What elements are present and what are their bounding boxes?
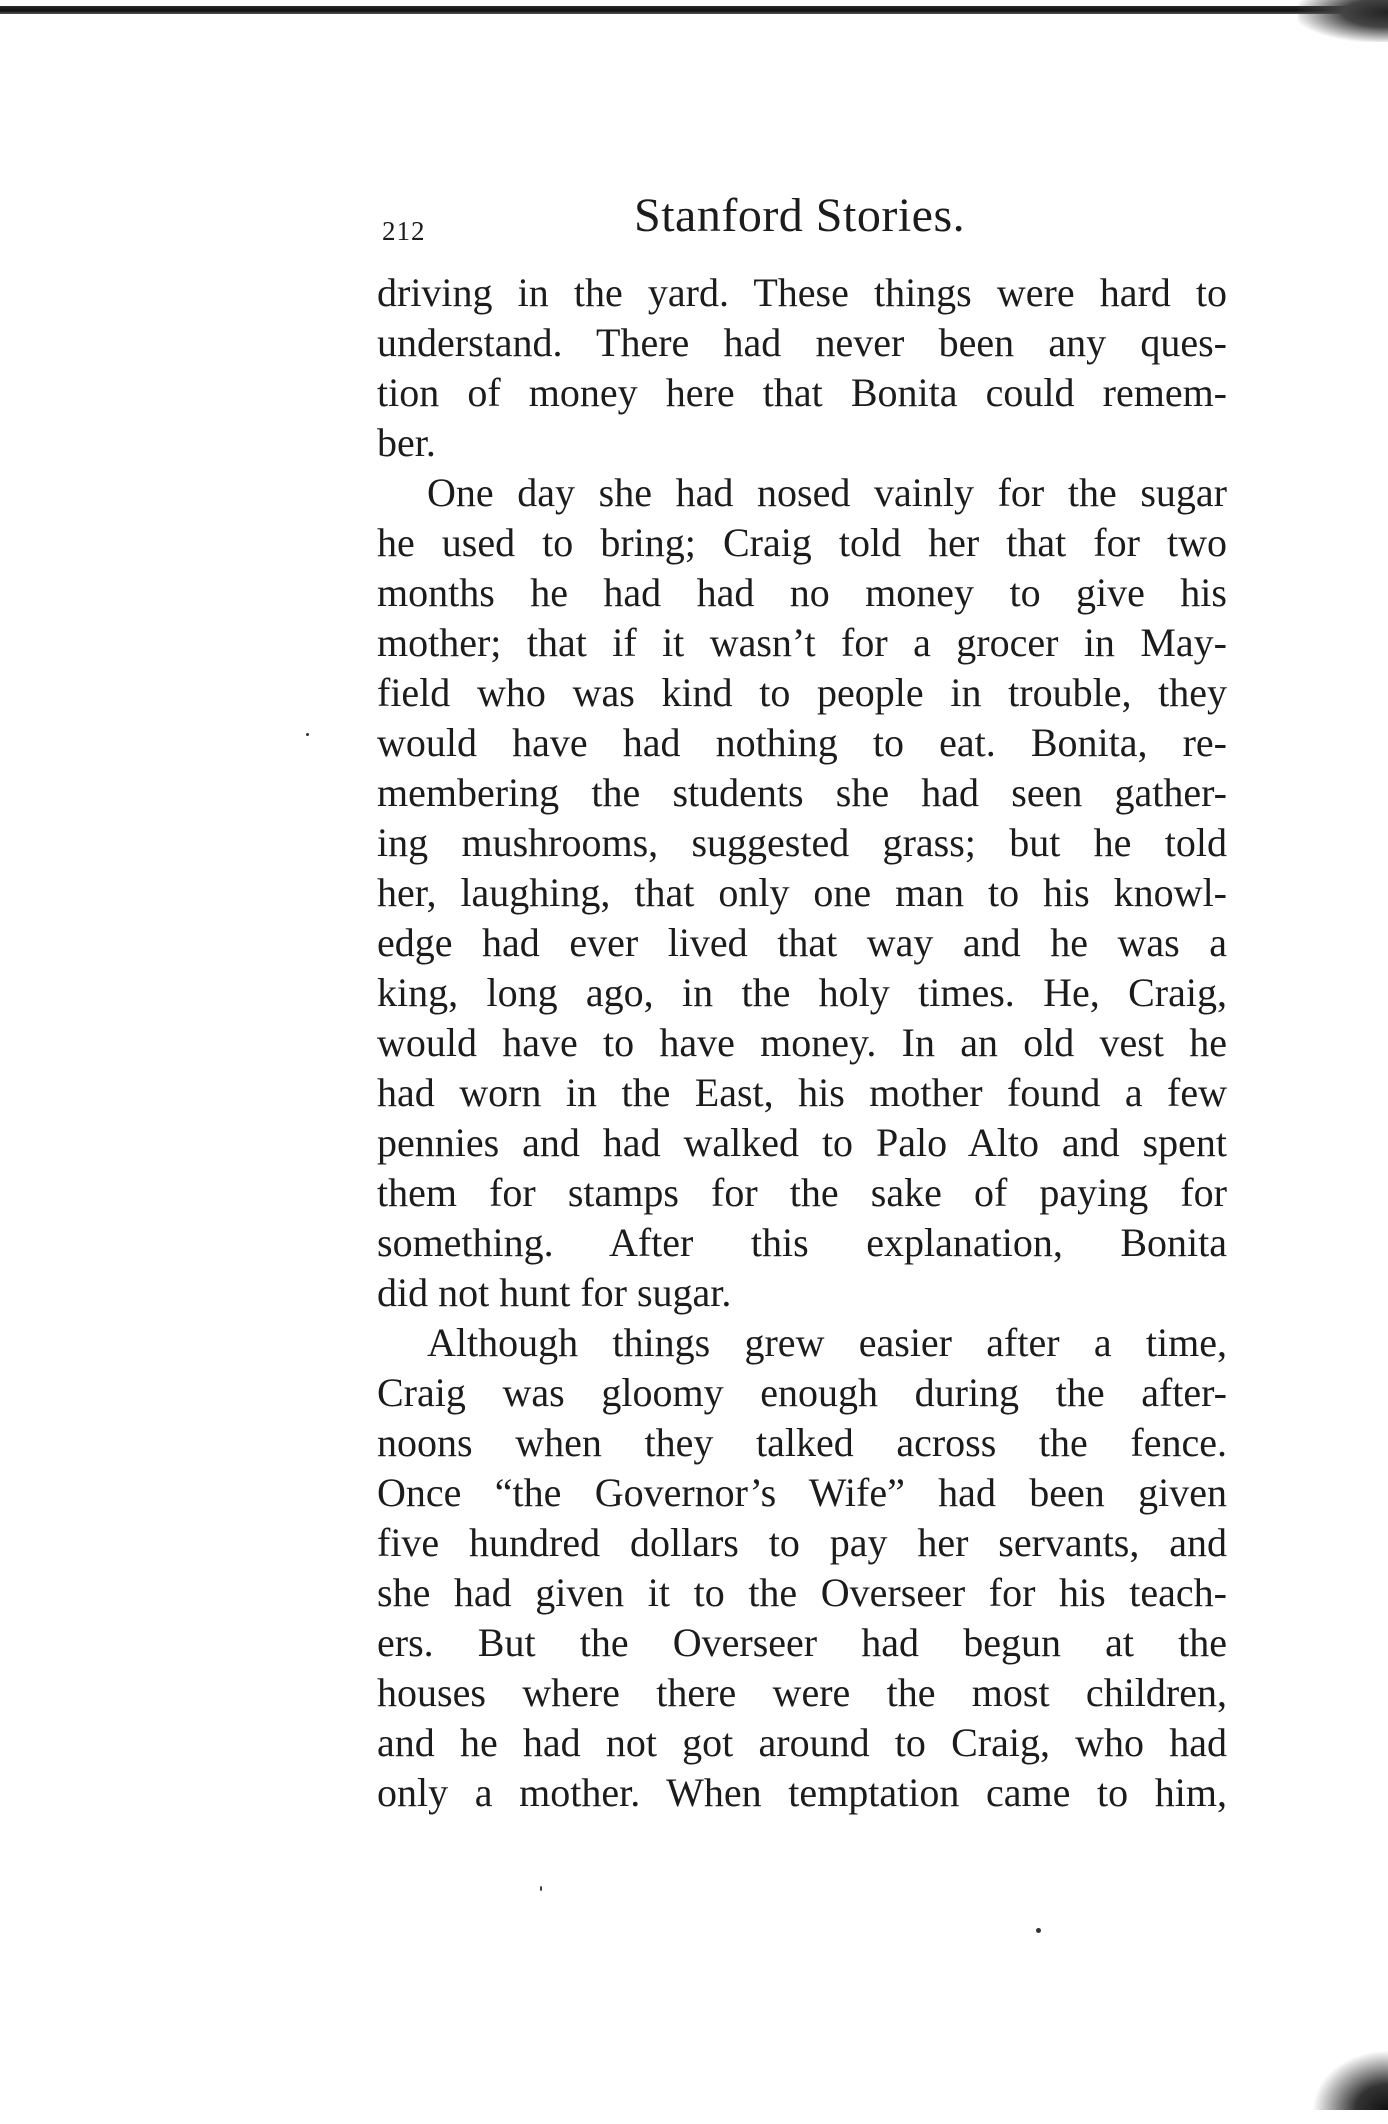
text-line: noons when they talked across the fence. [377, 1420, 1227, 1465]
text-line: ers. But the Overseer had begun at the [377, 1620, 1227, 1665]
running-head: Stanford Stories. [634, 189, 966, 242]
text-line: she had given it to the Overseer for his teach- [377, 1570, 1227, 1615]
scan-speck [306, 733, 309, 736]
scan-smudge [1298, 0, 1388, 42]
text-line: ber. [377, 420, 436, 465]
text-line: something. After this explanation, Bonita [377, 1220, 1227, 1265]
text-line: One day she had nosed vainly for the sugar [427, 470, 1227, 515]
text-line: had worn in the East, his mother found a few [377, 1070, 1227, 1115]
text-line: months he had had no money to give his [377, 570, 1227, 615]
text-line: tion of money here that Bonita could remem- [377, 370, 1227, 415]
text-line: king, long ago, in the holy times. He, Craig, [377, 970, 1227, 1015]
text-line: driving in the yard. These things were hard to [377, 270, 1227, 315]
body-text [377, 268, 1227, 1818]
scan-corner-mark [1312, 2050, 1388, 2110]
text-line: did not hunt for sugar. [377, 1270, 732, 1315]
scan-speck [540, 1886, 542, 1891]
page-number: 212 [382, 216, 426, 246]
text-line: houses where there were the most children, [377, 1670, 1227, 1715]
text-line: and he had not got around to Craig, who had [377, 1720, 1227, 1765]
text-line: pennies and had walked to Palo Alto and spent [377, 1120, 1227, 1165]
scan-speck [1036, 1928, 1041, 1933]
text-line: ing mushrooms, suggested grass; but he told [377, 820, 1227, 865]
text-line: five hundred dollars to pay her servants, and [377, 1520, 1227, 1565]
text-line: mother; that if it wasn’t for a grocer in May- [377, 620, 1227, 665]
text-line: would have to have money. In an old vest he [377, 1020, 1227, 1065]
text-line: only a mother. When temptation came to him, [377, 1770, 1227, 1815]
text-line: would have had nothing to eat. Bonita, re- [377, 720, 1227, 765]
top-border-rule [0, 6, 1388, 14]
text-line: Craig was gloomy enough during the after- [377, 1370, 1227, 1415]
text-line: understand. There had never been any ques- [377, 320, 1227, 365]
text-line: Once “the Governor’s Wife” had been given [377, 1470, 1227, 1515]
text-line: membering the students she had seen gather- [377, 770, 1227, 815]
text-line: Although things grew easier after a time, [427, 1320, 1227, 1365]
text-line: he used to bring; Craig told her that for two [377, 520, 1227, 565]
text-line: them for stamps for the sake of paying for [377, 1170, 1227, 1215]
text-line: her, laughing, that only one man to his knowl- [377, 870, 1227, 915]
text-line: edge had ever lived that way and he was a [377, 920, 1227, 965]
page-header [372, 188, 1252, 258]
text-line: field who was kind to people in trouble, they [377, 670, 1227, 715]
